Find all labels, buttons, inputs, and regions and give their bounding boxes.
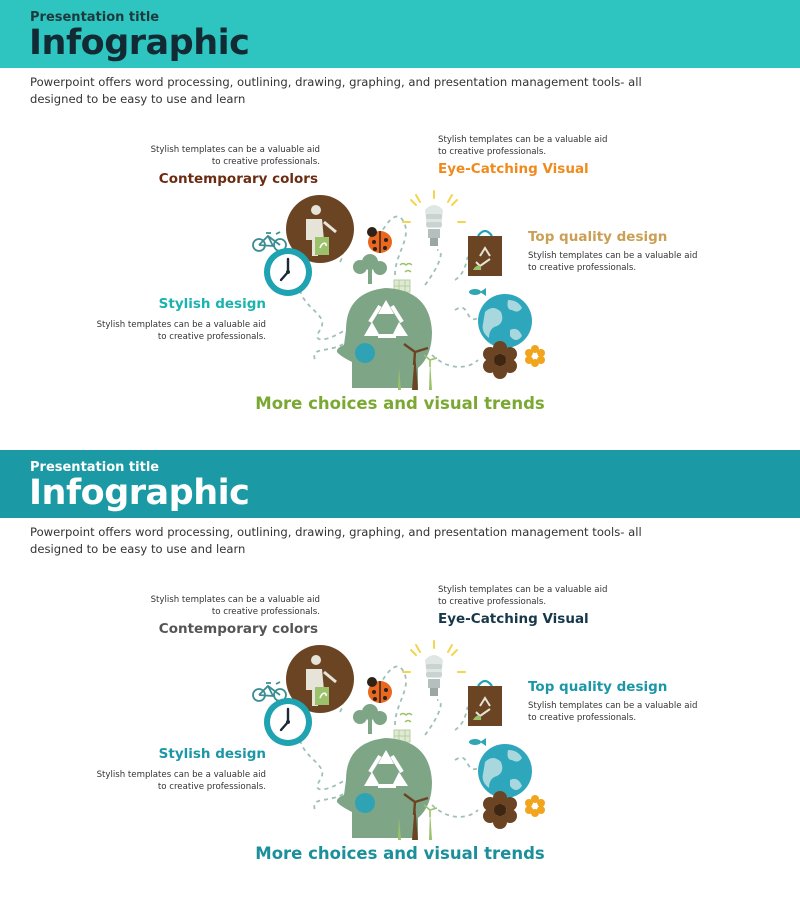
- clock-icon: [264, 248, 312, 296]
- light-bulb-icon: [403, 191, 465, 246]
- contemporary-colors-label: Contemporary colors: [158, 171, 318, 187]
- footer-tagline: More choices and visual trends: [255, 394, 545, 413]
- tree-icon: [353, 254, 387, 284]
- contemporary-colors-label: Contemporary colors: [158, 621, 318, 637]
- contemporary-colors-description: Stylish templates can be a valuable aid to creative professionals.: [150, 145, 320, 167]
- stylish-design-description: Stylish templates can be a valuable aid to creative professionals.: [96, 770, 266, 792]
- ladybug-icon: [367, 227, 392, 253]
- stylish-design-label: Stylish design: [158, 746, 266, 762]
- clock-icon: [264, 698, 312, 746]
- infographic-slide: [0, 450, 800, 900]
- fish-icon: [469, 288, 486, 296]
- bicycle-icon: [253, 232, 286, 251]
- shopping-bag-icon: [468, 681, 502, 726]
- globe-icon: [478, 744, 532, 798]
- eye-catching-description: Stylish templates can be a valuable aid to creative professionals.: [438, 135, 608, 157]
- top-quality-label: Top quality design: [528, 679, 668, 695]
- eye-catching-label: Eye-Catching Visual: [438, 611, 589, 627]
- eye-catching-description: Stylish templates can be a valuable aid to creative professionals.: [438, 585, 608, 607]
- presentation-subtitle: Presentation title: [30, 10, 160, 25]
- globe-icon: [478, 294, 532, 348]
- small-flower-icon: [525, 795, 545, 817]
- top-quality-label: Top quality design: [528, 229, 668, 245]
- contemporary-colors-description: Stylish templates can be a valuable aid to creative professionals.: [150, 595, 320, 617]
- bicycle-icon: [253, 682, 286, 701]
- stylish-design-label: Stylish design: [158, 296, 266, 312]
- small-flower-icon: [525, 345, 545, 367]
- light-bulb-icon: [403, 641, 465, 696]
- footer-tagline: More choices and visual trends: [255, 844, 545, 863]
- stylish-design-description: Stylish templates can be a valuable aid to creative professionals.: [96, 320, 266, 342]
- eye-catching-label: Eye-Catching Visual: [438, 161, 589, 177]
- intro-text: Powerpoint offers word processing, outlining, drawing, graphing, and presentation management tools- all designed to be easy to use and learn: [30, 525, 642, 556]
- top-quality-description: Stylish templates can be a valuable aid to creative professionals.: [528, 701, 698, 723]
- tree-icon: [353, 704, 387, 734]
- shopping-bag-icon: [468, 231, 502, 276]
- presentation-subtitle: Presentation title: [30, 460, 160, 475]
- ladybug-icon: [367, 677, 392, 703]
- head-recycle-icon: [337, 288, 432, 388]
- head-recycle-icon: [337, 738, 432, 838]
- fish-icon: [469, 738, 486, 746]
- eco-illustration: [0, 450, 800, 900]
- slide-title: Infographic: [29, 23, 250, 63]
- top-quality-description: Stylish templates can be a valuable aid to creative professionals.: [528, 251, 698, 273]
- slide-title: Infographic: [29, 473, 250, 513]
- intro-text: Powerpoint offers word processing, outlining, drawing, graphing, and presentation management tools- all designed to be easy to use and learn: [30, 75, 642, 106]
